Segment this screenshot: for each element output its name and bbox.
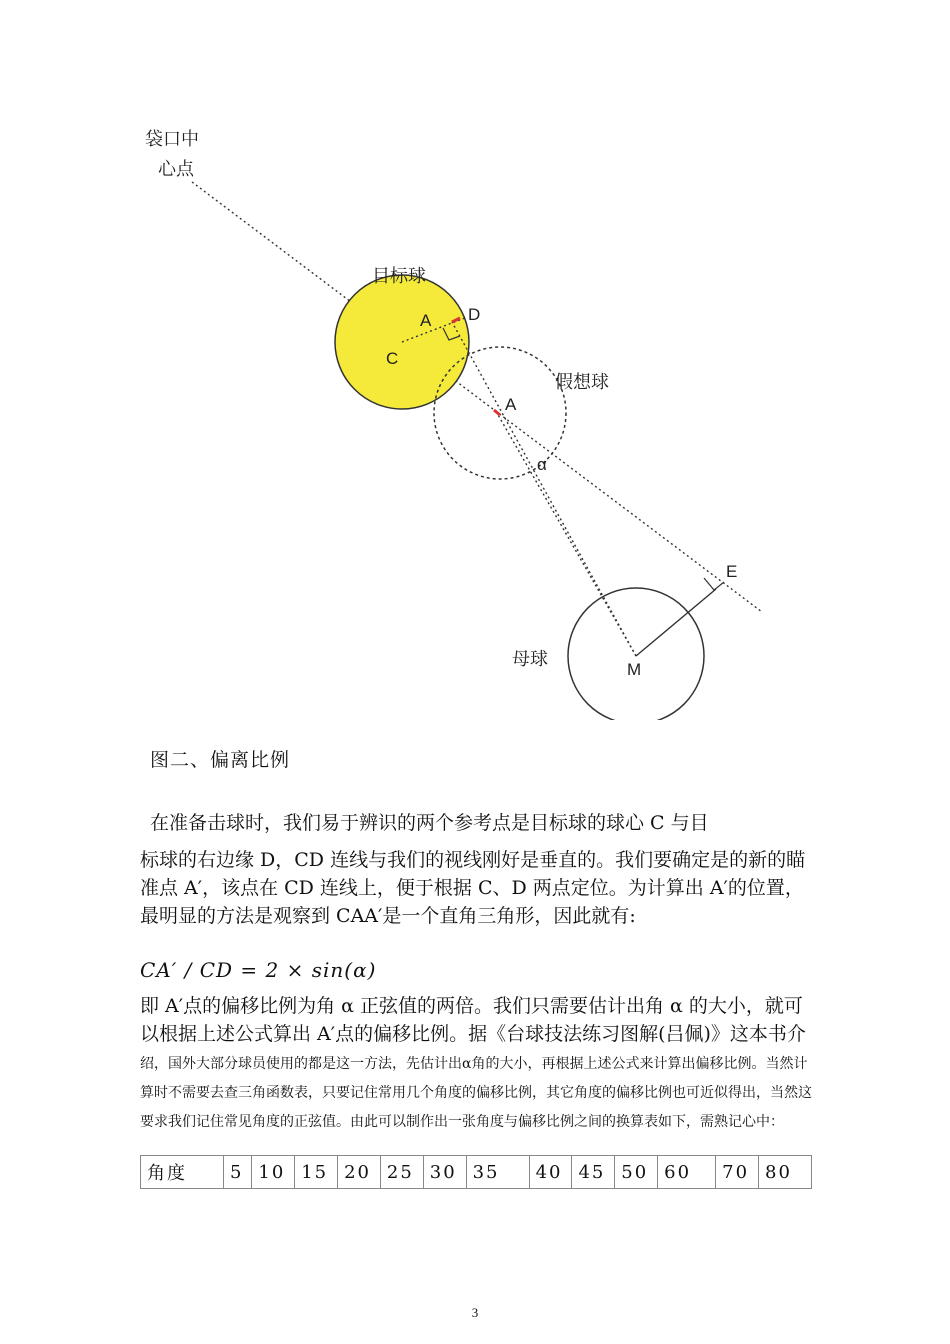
line-m-to-a bbox=[497, 413, 636, 656]
cue-ball bbox=[568, 588, 704, 720]
label-ghost-ball: 假想球 bbox=[555, 372, 609, 393]
table-cell: 70 bbox=[716, 1156, 759, 1189]
paragraph-3-large: 即 A′点的偏移比例为角 α 正弦值的两倍。我们只需要估计出角 α 的大小，就可以根据上述公式算出 A′点的偏移比例。据《台球技法练习图解(吕佩)》这本书介 bbox=[140, 995, 806, 1045]
label-pocket-center-1: 袋口中 bbox=[145, 129, 199, 150]
table-cell: 25 bbox=[380, 1156, 423, 1189]
table-header-angle: 角度 bbox=[141, 1156, 224, 1189]
paragraph-3 bbox=[140, 992, 812, 1135]
table-cell: 35 bbox=[466, 1156, 529, 1189]
table-cell: 20 bbox=[338, 1156, 381, 1189]
formula: CA′ / CD = 2 × sin(α) bbox=[140, 958, 377, 982]
table-cell: 80 bbox=[759, 1156, 812, 1189]
table-cell: 5 bbox=[224, 1156, 252, 1189]
point-e: E bbox=[726, 562, 738, 581]
page-number: 3 bbox=[471, 1305, 479, 1320]
point-m: M bbox=[627, 660, 642, 679]
red-mark-a bbox=[494, 410, 500, 415]
point-d: D bbox=[468, 305, 481, 324]
point-a: A bbox=[505, 395, 517, 414]
point-a-prime: A bbox=[420, 311, 432, 330]
table-cell: 50 bbox=[615, 1156, 658, 1189]
point-alpha: α bbox=[537, 455, 547, 474]
aim-line-pocket-to-e bbox=[192, 182, 762, 612]
label-target-ball: 目标球 bbox=[372, 266, 426, 287]
table-cell: 45 bbox=[572, 1156, 615, 1189]
table-cell: 40 bbox=[529, 1156, 572, 1189]
angle-conversion-table bbox=[140, 1155, 812, 1189]
table-cell: 10 bbox=[252, 1156, 295, 1189]
paragraph-3-small: 绍，国外大部分球员使用的都是这一方法，先估计出α角的大小，再根据上述公式来计算出偏移比例。当然计算时不需要去查三角函数表，只要记住常用几个角度的偏移比例，其它角度的偏移比例也可近似得出，当然这要求我们记住常见角度的正弦值。由此可以制作出一张角度与偏移比例之间的换算表如下，需熟记心中： bbox=[140, 1056, 812, 1130]
table-cell: 30 bbox=[423, 1156, 466, 1189]
figure-caption: 图二、偏离比例 bbox=[150, 749, 291, 771]
table-cell: 60 bbox=[658, 1156, 716, 1189]
right-angle-marker-e bbox=[704, 578, 724, 590]
point-c: C bbox=[386, 349, 399, 368]
label-pocket-center-2: 心点 bbox=[158, 159, 194, 180]
table-row bbox=[141, 1156, 812, 1189]
table-cell: 15 bbox=[295, 1156, 338, 1189]
label-cue-ball: 母球 bbox=[512, 649, 548, 670]
paragraph-1: 在准备击球时，我们易于辨识的两个参考点是目标球的球心 C 与目 bbox=[150, 812, 709, 834]
paragraph-2: 标球的右边缘 D，CD 连线与我们的视线刚好是垂直的。我们要确定是的新的瞄准点 A′，该点在 CD 连线上，便于根据 C、D 两点定位。为计算出 A′的位置，最明显的方法是观察到 CAA′是一个直角三角形，因此就有: bbox=[140, 849, 806, 927]
